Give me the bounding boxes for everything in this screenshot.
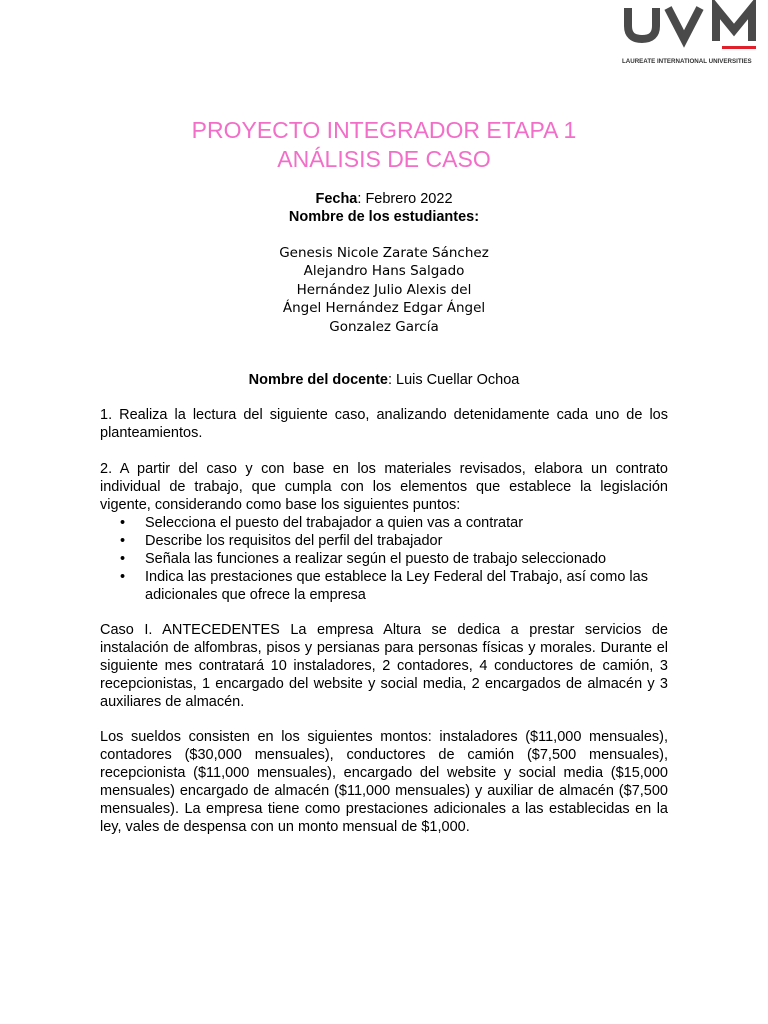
logo-letter-v	[668, 8, 700, 39]
list-item	[100, 550, 668, 568]
bullet-icon: •	[120, 569, 126, 585]
salaries-paragraph: Los sueldos consisten en los siguientes montos: instaladores ($11,000 mensuales), contadores ($30,000 mensuales), conductores de camión ($7,500 mensuales), recepcionista ($11,000 mensuales), encargado del website y social media ($15,000 mensuales) encargado de almacén ($11,000 mensuales) y auxiliar de almacén ($7,500 mensuales). La empresa tiene como prestaciones adicionales a las establecidas en la ley, vales de despensa con un monto mensual de $1,000.	[100, 729, 668, 835]
document-meta	[0, 190, 768, 226]
logo-letter-m	[716, 8, 752, 41]
list-item-text: Describe los requisitos del perfil del trabajador	[145, 533, 443, 549]
title-line-1: PROYECTO INTEGRADOR ETAPA 1	[191, 117, 577, 143]
student-name: Gonzalez García	[329, 318, 439, 335]
list-item	[100, 568, 668, 604]
uvm-letters	[628, 8, 752, 41]
date-value: : Febrero 2022	[357, 191, 453, 207]
logo-letter-u	[628, 8, 656, 39]
student-name: Genesis Nicole Zarate Sánchez	[279, 245, 489, 261]
instruction-1: 1. Realiza la lectura del siguiente caso, analizando detenidamente cada uno de los planteamientos.	[100, 407, 668, 441]
list-item	[100, 532, 668, 550]
student-names	[0, 244, 768, 336]
students-label: Nombre de los estudiantes:	[288, 209, 480, 225]
list-item-text: Indica las prestaciones que establece la Ley Federal del Trabajo, así como las adicionales que ofrece la empresa	[145, 569, 648, 603]
student-name: Ángel Hernández Edgar Ángel	[282, 300, 486, 317]
teacher-value: : Luis Cuellar Ochoa	[388, 372, 520, 388]
uvm-logo-graphic	[606, 0, 768, 72]
bullet-icon: •	[120, 533, 126, 549]
title-line-2: ANÁLISIS DE CASO	[277, 146, 491, 172]
teacher-label: Nombre del docente	[248, 372, 388, 388]
student-name: Alejandro Hans Salgado	[303, 263, 465, 280]
list-item-text: Señala las funciones a realizar según el puesto de trabajo seleccionado	[145, 551, 607, 567]
teacher-line	[0, 371, 768, 389]
case-background: Caso I. ANTECEDENTES La empresa Altura se dedica a prestar servicios de instalación de alfombras, pisos y persianas para personas físicas y morales. Durante el siguiente mes contratará 10 instaladores, 2 contadores, 4 conductores de camión, 3 recepcionistas, 1 encargado del website y social media, 2 encargados de almacén y 3 auxiliares de almacén.	[100, 622, 668, 710]
instruction-bullet-list	[100, 514, 668, 604]
bullet-icon: •	[120, 515, 126, 531]
list-item-text: Selecciona el puesto del trabajador a quien vas a contratar	[145, 515, 524, 531]
logo-accent-bar	[722, 46, 756, 49]
date-label: Fecha	[315, 191, 358, 207]
date-line	[0, 190, 768, 208]
document-title	[0, 116, 768, 174]
bullet-icon: •	[120, 551, 126, 567]
student-name: Hernández Julio Alexis del	[296, 281, 472, 298]
logo-subtitle: LAUREATE INTERNATIONAL UNIVERSITIES	[622, 58, 752, 65]
uvm-logo	[606, 0, 768, 72]
list-item	[100, 514, 668, 532]
instruction-2: 2. A partir del caso y con base en los materiales revisados, elabora un contrato individual de trabajo, que cumpla con los elementos que establece la legislación vigente, considerando como base los siguientes puntos:	[100, 461, 668, 513]
